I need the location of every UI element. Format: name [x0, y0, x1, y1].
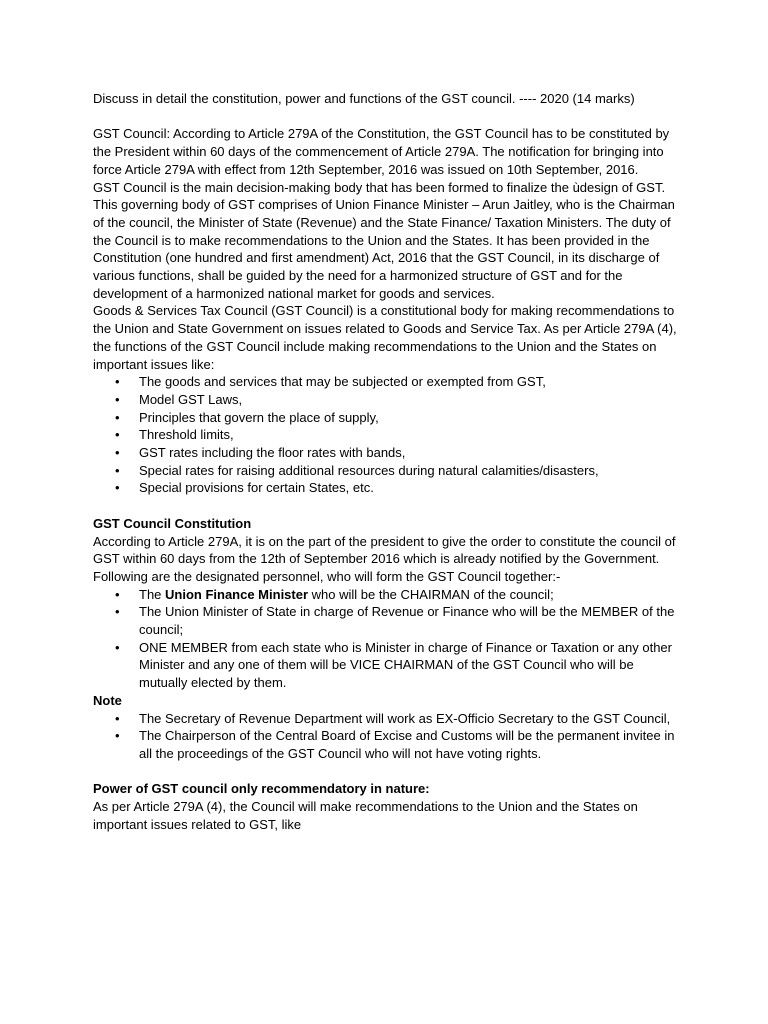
members-list: [93, 586, 678, 692]
paragraph-gst-council-body: GST Council is the main decision-making body that has been formed to finalize the ùdesign of GST. This governing body of GST comprises of Union Finance Minister – Arun Jaitley, who is the Chairman of the council, the Minister of State (Revenue) and the State Finance/ Taxation Ministers. The duty of the Council is to make recommendations to the Union and the States. It has been provided in the Constitution (one hundred and first amendment) Act, 2016 that the GST Council, in its discharge of various functions, shall be guided by the need for a harmonized structure of GST and for the development of a harmonized national market for goods and services.: [93, 179, 675, 301]
list-item: • The goods and services that may be subjected or exempted from GST,: [93, 373, 678, 391]
paragraph-gst-council-article: GST Council: According to Article 279A of the Constitution, the GST Council has to be constituted by the President within 60 days of the commencement of Article 279A. The notification for bringing into force Article 279A with effect from 12th September, 2016 was issued on 10th September, 2016.: [93, 126, 670, 177]
list-item: • Threshold limits,: [93, 426, 678, 444]
functions-list: [93, 373, 678, 497]
list-item: • Special rates for raising additional resources during natural calamities/disasters,: [93, 462, 678, 480]
list-item: • The Secretary of Revenue Department will work as EX-Officio Secretary to the GST Council,: [93, 710, 678, 728]
notes-list: [93, 710, 678, 763]
list-item: • Model GST Laws,: [93, 391, 678, 409]
paragraph-gst-council-functions-intro: Goods & Services Tax Council (GST Council) is a constitutional body for making recommendations to the Union and State Government on issues related to Goods and Service Tax. As per Article 279A (4), the functions of the GST Council include making recommendations to the Union and the States on important issues like:: [93, 303, 677, 372]
note-heading: Note: [93, 692, 122, 708]
question-text: Discuss in detail the constitution, power and functions of the GST council. ---- 2020 (14 marks): [93, 91, 635, 106]
heading-power: Power of GST council only recommendatory in nature:: [93, 781, 430, 797]
list-item: • The Chairperson of the Central Board of Excise and Customs will be the permanent invitee in all the proceedings of the GST Council who will not have voting rights.: [93, 727, 678, 762]
member1-pre: The: [139, 586, 166, 602]
list-item: [93, 586, 678, 604]
heading-constitution: GST Council Constitution: [93, 515, 252, 531]
list-item: • The Union Minister of State in charge of Revenue or Finance who will be the MEMBER of the council;: [93, 603, 678, 638]
list-item: • ONE MEMBER from each state who is Minister in charge of Finance or Taxation or any other Minister and any one of them will be VICE CHAIRMAN of the GST Council who will be mutually elected by them.: [93, 639, 678, 692]
member1-post: who will be the CHAIRMAN of the council;: [308, 586, 554, 602]
list-item: • Principles that govern the place of supply,: [93, 409, 678, 427]
list-item: • Special provisions for certain States, etc.: [93, 479, 678, 497]
paragraph-personnel-intro: Following are the designated personnel, who will form the GST Council together:-: [93, 568, 561, 584]
list-item: • GST rates including the floor rates with bands,: [93, 444, 678, 462]
paragraph-constitution: According to Article 279A, it is on the part of the president to give the order to constitute the council of GST within 60 days from the 12th of September 2016 which is already notified by the Government.: [93, 533, 676, 567]
paragraph-power: As per Article 279A (4), the Council will make recommendations to the Union and the States on important issues related to GST, like: [93, 799, 638, 832]
member1-bold: Union Finance Minister: [165, 586, 309, 602]
document-body: [93, 90, 678, 833]
